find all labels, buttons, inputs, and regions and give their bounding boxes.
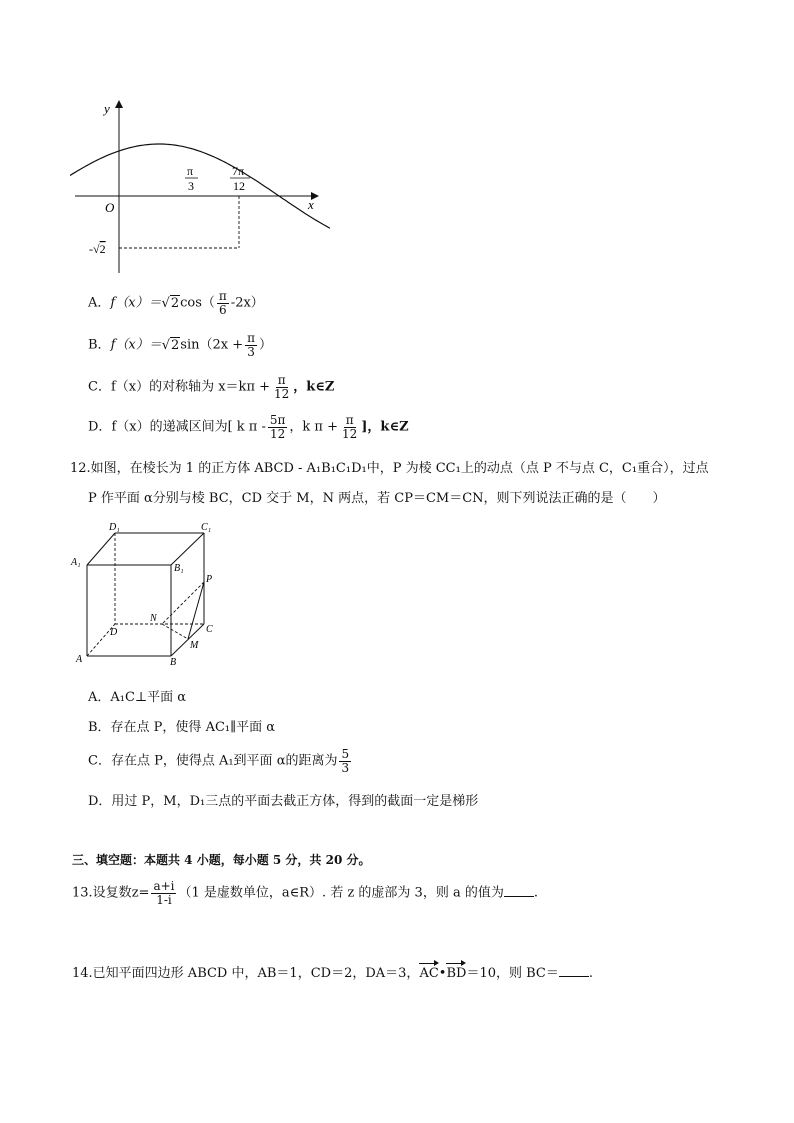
q13-answer-blank[interactable] (504, 884, 534, 897)
q14-answer-blank[interactable] (559, 964, 589, 977)
section-3-heading: 三、填空题：本题共 4 小题，每小题 5 分，共 20 分。 (72, 853, 371, 867)
label-A1: A₁ (71, 557, 81, 568)
label-P: P (206, 574, 213, 585)
q13: 13.设复数z= $\frac{a+i}{1-i}$ （1 是虚数单位，a∈R）. 若 z 的虚部为 3，则 a 的值为 . (72, 879, 538, 907)
label-C1: C₁ (201, 522, 212, 533)
origin-label: O (105, 200, 115, 215)
tick-pi3-den: 3 (188, 179, 194, 193)
x-axis-label: x (308, 197, 314, 212)
q11-option-d: D．f（x）的递减区间为[ k π - $\frac{5\pi}{12}$ ，k π + $\frac{\pi}{12}$ ]，k∈Z (88, 413, 409, 441)
label-A: A (76, 654, 83, 665)
sine-graph (70, 95, 330, 280)
q12-stem-line1: 12.如图，在棱长为 1 的正方体 ABCD - A₁B₁C₁D₁中，P 为棱 CC₁上的动点（点 P 不与点 C，C₁重合），过点 (70, 461, 709, 476)
y-min-label: -√2 (89, 242, 106, 256)
q12-stem-line2: P 作平面 α分别与棱 BC，CD 交于 M，N 两点，若 CP＝CM＝CN，则下列说法正确的是（ ） (88, 491, 666, 506)
cube-figure (70, 518, 230, 668)
q12-option-a: A．A₁C⊥平面 α (88, 690, 187, 705)
tick-7pi12-den: 12 (233, 179, 245, 193)
label-C: C (206, 624, 213, 635)
y-axis-label: y (104, 101, 110, 116)
q11-option-a: A．f（x）＝√2cos（ $\frac{\pi}{6}$ -2x） (88, 289, 264, 317)
q14: 14.已知平面四边形 ABCD 中，AB＝1，CD＝2，DA＝3，AC•BD＝10，则 BC＝ . (72, 966, 593, 981)
q12-option-b: B．存在点 P，使得 AC₁∥平面 α (88, 720, 276, 735)
label-M: M (190, 640, 199, 651)
label-B: B (170, 657, 177, 668)
q11-option-b: B．f（x）＝√2sin（2x + $\frac{\pi}{3}$ ） (88, 331, 273, 359)
label-B1: B₁ (174, 563, 184, 574)
q12-option-d: D．用过 P，M，D₁三点的平面去截正方体，得到的截面一定是梯形 (88, 794, 479, 809)
tick-pi3-num: π (187, 164, 194, 178)
q11-option-c: C．f（x）的对称轴为 x＝kπ + $\frac{\pi}{12}$ ，k∈Z (88, 373, 335, 401)
q12-option-c: C．存在点 P，使得点 A₁到平面 α的距离为 $\frac{5}{3}$ (88, 747, 350, 775)
label-N: N (150, 613, 157, 624)
label-D: D (110, 627, 118, 638)
label-D1: D₁ (109, 522, 120, 533)
tick-7pi12-num: 7π (232, 164, 245, 178)
